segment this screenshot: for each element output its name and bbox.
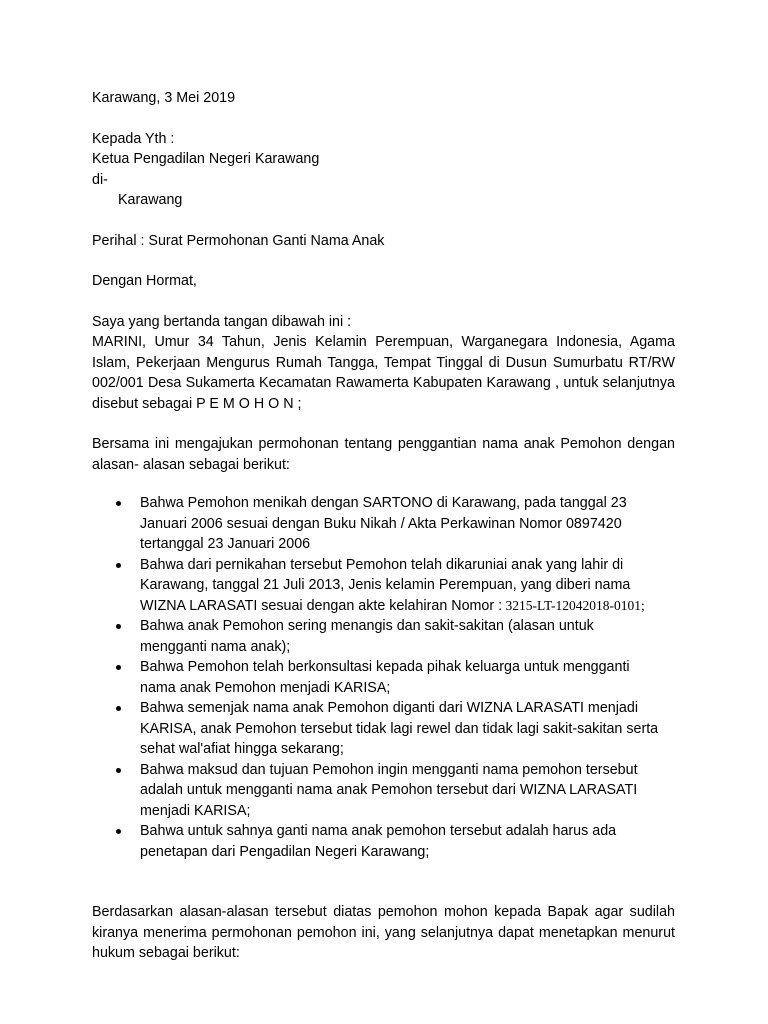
reason-text: Bahwa Pemohon telah berkonsultasi kepada pihak keluarga untuk mengganti nama anak Pemohon menjadi KARISA;	[140, 659, 630, 696]
list-item	[140, 616, 675, 657]
recipient-block	[92, 129, 675, 211]
bullet-icon	[116, 706, 121, 711]
list-item	[140, 821, 675, 862]
list-item	[140, 555, 675, 617]
letter-opening: Bersama ini mengajukan permohonan tentang penggantian nama anak Pemohon dengan alasan- alasan sebagai berikut:	[92, 436, 675, 473]
bullet-icon	[116, 624, 121, 629]
bullet-icon	[116, 665, 121, 670]
birth-certificate-number: 3215-LT-12042018-0101;	[502, 597, 645, 613]
bullet-icon	[116, 501, 121, 506]
reasons-list	[92, 493, 675, 862]
list-item	[140, 760, 675, 822]
reason-text: Bahwa semenjak nama anak Pemohon diganti dari WIZNA LARASATI menjadi KARISA, anak Pemohon tersebut tidak lagi rewel dan tidak lagi sakit-sakitan serta sehat wal'afiat hingga sekarang;	[140, 700, 659, 757]
recipient-name: Ketua Pengadilan Negeri Karawang	[92, 151, 320, 167]
recipient-salutation: Kepada Yth :	[92, 130, 175, 147]
list-item	[140, 493, 675, 555]
reason-text: Bahwa Pemohon menikah dengan SARTONO di Karawang, pada tanggal 23 Januari 2006 sesuai dengan Buku Nikah / Akta Perkawinan Nomor 0897420 tertanggal 23 Januari 2006	[140, 495, 627, 552]
applicant-identity: MARINI, Umur 34 Tahun, Jenis Kelamin Perempuan, Warganegara Indonesia, Agama Islam, Pekerjaan Mengurus Rumah Tangga, Tempat Tinggal di Dusun Sumurbatu RT/RW 002/001 Desa Sukamerta Kecamatan Rawamerta Kabupaten Karawang , untuk selanjutnya disebut sebagai P E M O H O N ;	[92, 334, 675, 412]
letter-closing: Berdasarkan alasan-alasan tersebut diatas pemohon mohon kepada Bapak agar sudilah kiranya menerima permohonan pemohon ini, yang selanjutnya dapat menetapkan menurut hukum sebagai berikut:	[92, 904, 675, 961]
reason-text: Bahwa maksud dan tujuan Pemohon ingin mengganti nama pemohon tersebut adalah untuk mengganti nama anak Pemohon tersebut dari WIZNA LARASATI menjadi KARISA;	[140, 761, 638, 819]
place-date: Karawang, 3 Mei 2019	[92, 90, 236, 106]
reason-text: Bahwa anak Pemohon sering menangis dan sakit-sakitan (alasan untuk mengganti nama anak);	[140, 618, 594, 655]
bullet-icon	[116, 768, 121, 773]
reason-text: Bahwa untuk sahnya ganti nama anak pemohon tersebut adalah harus ada penetapan dari Pengadilan Negeri Karawang;	[140, 823, 617, 860]
reason-text: Bahwa dari pernikahan tersebut Pemohon telah dikaruniai anak yang lahir di Karawang, tanggal 21 Juli 2013, Jenis kelamin Perempuan, yang diberi nama WIZNA LARASATI sesuai dengan akte kelahiran Nomor :	[140, 556, 631, 614]
recipient-di: di-	[92, 171, 108, 188]
list-item	[140, 698, 675, 760]
letter-subject: Perihal : Surat Permohonan Ganti Nama Anak	[92, 232, 385, 249]
list-item	[140, 657, 675, 698]
bullet-icon	[116, 829, 121, 834]
bullet-icon	[116, 563, 121, 568]
recipient-city: Karawang	[118, 192, 183, 208]
letter-greeting: Dengan Hormat,	[92, 273, 197, 289]
letter-intro: Saya yang bertanda tangan dibawah ini :	[92, 313, 352, 330]
